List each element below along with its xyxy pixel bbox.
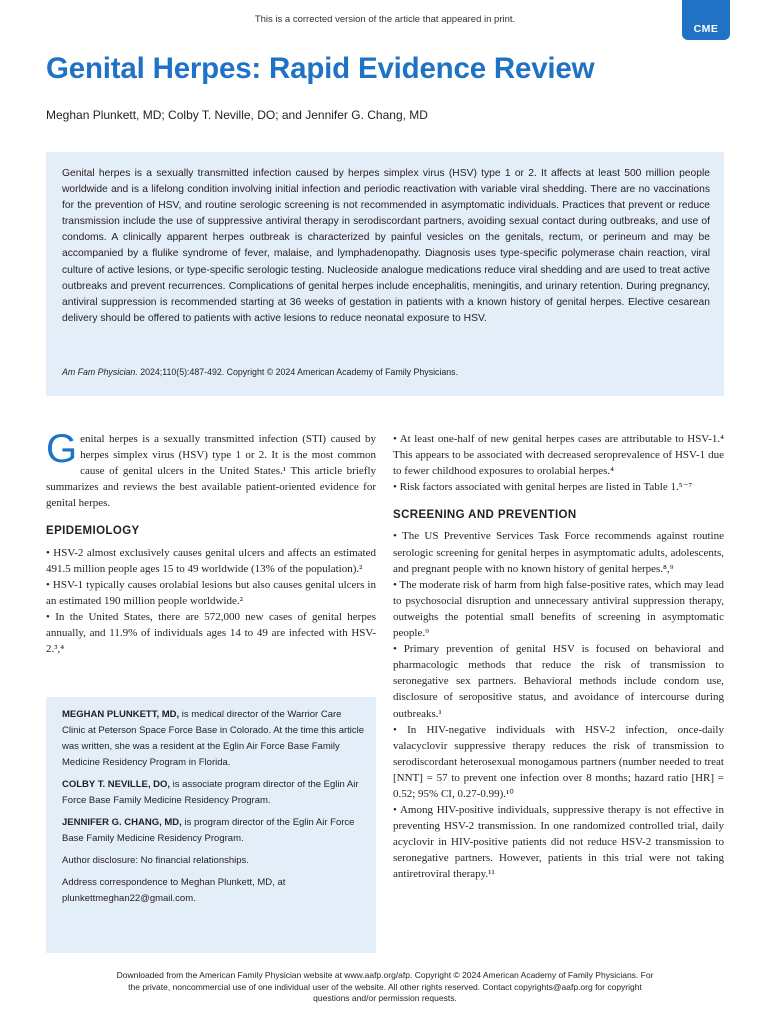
intro-paragraph (46, 427, 376, 511)
epidemiology-bullet: • HSV-2 almost exclusively causes genital ulcers and affects an estimated 491.5 million people ages 15 to 49 worldwide (13% of the population).² (46, 546, 376, 575)
bio-chang (62, 815, 366, 847)
intro-text: enital herpes is a sexually transmitted infection (STI) caused by herpes simplex virus (HSV) type 1 or 2. It is the most common cause of genital ulcers in the United States.¹ This article briefly summarizes and reviews the best available patient-oriented evidence for genital herpes. (46, 433, 376, 510)
citation-journal: Am Fam Physician. (62, 367, 138, 377)
bio-name: JENNIFER G. CHANG, MD, (62, 817, 182, 828)
screening-bullet: • Primary prevention of genital HSV is focused on behavioral and pharmacologic methods that reduce the risk of transmission to seronegative sex partners. Behavioral methods include condom use, disclosure of seropositive status, and avoidance of intercourse during outbreaks.¹ (393, 643, 724, 720)
article-title: Genital Herpes: Rapid Evidence Review (46, 52, 595, 85)
bio-text: is program director of the Eglin Air Force Base Family Medicine Residency Program. (62, 817, 355, 844)
abstract-text: Genital herpes is a sexually transmitted infection caused by herpes simplex virus (HSV) type 1 or 2. It affects at least 500 million people worldwide and is a lifelong condition involving initial infection and periodic reactivation with variable viral shedding. There are no vaccinations for the prevention of HSV, and routine serologic screening is not recommended in asymptomatic individuals. Practices that prevent or reduce transmission include the use of suppressive antiviral therapy in serodiscordant partners, avoiding sexual contact during outbreaks, and use of condoms. A clinically apparent herpes outbreak is characterized by painful vesicles on the genitals, rectum, or perineum and may be accompanied by a flulike syndrome of fever, malaise, and lymphadenopathy. Diagnosis uses type-specific polymerase chain reaction, viral culture of active lesions, or type-specific serologic testing. Nucleoside analogue medications reduce viral shedding and are used to treat active outbreaks and prevent recurrences. Complications of genital herpes include encephalitis, meningitis, and urinary retention. During pregnancy, antiviral suppression is recommended starting at 36 weeks of gestation in patients with a known history of genital herpes. Elective cesarean delivery should be offered to patients with active lesions to reduce neonatal exposure to HSV. (62, 168, 710, 324)
author-info-box (46, 697, 376, 953)
bio-text: is associate program director of the Eglin Air Force Base Family Medicine Residency Program. (62, 779, 359, 806)
screening-bullet: • Among HIV-positive individuals, suppressive therapy is not effective in preventing HSV-2 transmission. In one randomized controlled trial, daily acyclovir in HIV-positive patients did not reduce HSV-2 transmission to seronegative partners. However, patients in this trial were not taking antiretroviral therapy.¹¹ (393, 804, 724, 881)
screening-heading: SCREENING AND PREVENTION (393, 509, 577, 522)
author-disclosure: Author disclosure: No financial relationships. (62, 855, 249, 866)
bio-name: MEGHAN PLUNKETT, MD, (62, 709, 180, 720)
epidemiology-bullet: • In the United States, there are 572,000 new cases of genital herpes annually, and 11.9% of individuals ages 14 to 49 are infected with HSV-2.³,⁴ (46, 610, 376, 656)
epidemiology-bullet: • At least one-half of new genital herpes cases are attributable to HSV-1.⁴ This appears to be associated with decreased seroprevalence of HSV-1 due to fewer childhood exposures to orolabial herpes.⁴ (393, 433, 724, 478)
copyright-footer: Downloaded from the American Family Physician website at www.aafp.org/afp. Copyright © 2024 American Academy of Family Physicians. For the private, noncommercial use of one individual user of the website. All other rights reserved. Contact copyrights@aafp.org for copyright questions and/or permission requests. (116, 970, 654, 1003)
abstract-citation (62, 367, 710, 377)
epidemiology-bullet: • HSV-1 typically causes orolabial lesions but also causes genital ulcers in an estimated 190 million people worldwide.² (46, 578, 376, 607)
citation-details: 2024;110(5):487-492. Copyright © 2024 American Academy of Family Physicians. (137, 367, 459, 377)
bio-neville (62, 777, 366, 809)
left-column (46, 427, 376, 657)
bio-text: is medical director of the Warrior Care Clinic at Peterson Space Force Base in Colorado. At the time this article was written, she was a resident at the Eglin Air Force Base Family Medicine Residency Program in Florida. (62, 709, 365, 768)
drop-cap: G (46, 427, 78, 471)
address-correspondence: Address correspondence to Meghan Plunkett, MD, at plunkettmeghan22@gmail.com. (62, 877, 286, 904)
correction-note: This is a corrected version of the article that appeared in print. (254, 14, 516, 25)
abstract-box (46, 152, 724, 396)
article-authors: Meghan Plunkett, MD; Colby T. Neville, DO; and Jennifer G. Chang, MD (46, 108, 428, 122)
bio-plunkett (62, 707, 366, 771)
screening-bullet: • In HIV-negative individuals with HSV-2 infection, once-daily valacyclovir suppressive therapy reduces the risk of transmission to serodiscordant heterosexual monogamous partners (number needed to treat [NNT] = 57 to prevent one infection over 8 months; hazard ratio [HR] = 0.52; 95% CI, 0.27-0.99).¹⁰ (393, 723, 724, 800)
epidemiology-bullet: • Risk factors associated with genital herpes are listed in Table 1.⁵⁻⁷ (393, 481, 693, 494)
bio-name: COLBY T. NEVILLE, DO, (62, 779, 171, 790)
cme-badge: CME (682, 0, 730, 40)
screening-bullet: • The moderate risk of harm from high false-positive rates, which may lead to psychosocial disruption and unnecessary antiviral suppression therapy, outweighs the potential small benefits of screening in asymptomatic people.⁹ (393, 578, 724, 640)
right-column (393, 431, 724, 883)
screening-bullet: • The US Preventive Services Task Force recommends against routine serologic screening for genital herpes in asymptomatic adults, adolescents, and pregnant people with no known history of genital herpes.⁸,⁹ (393, 530, 724, 575)
epidemiology-heading: EPIDEMIOLOGY (46, 525, 140, 538)
